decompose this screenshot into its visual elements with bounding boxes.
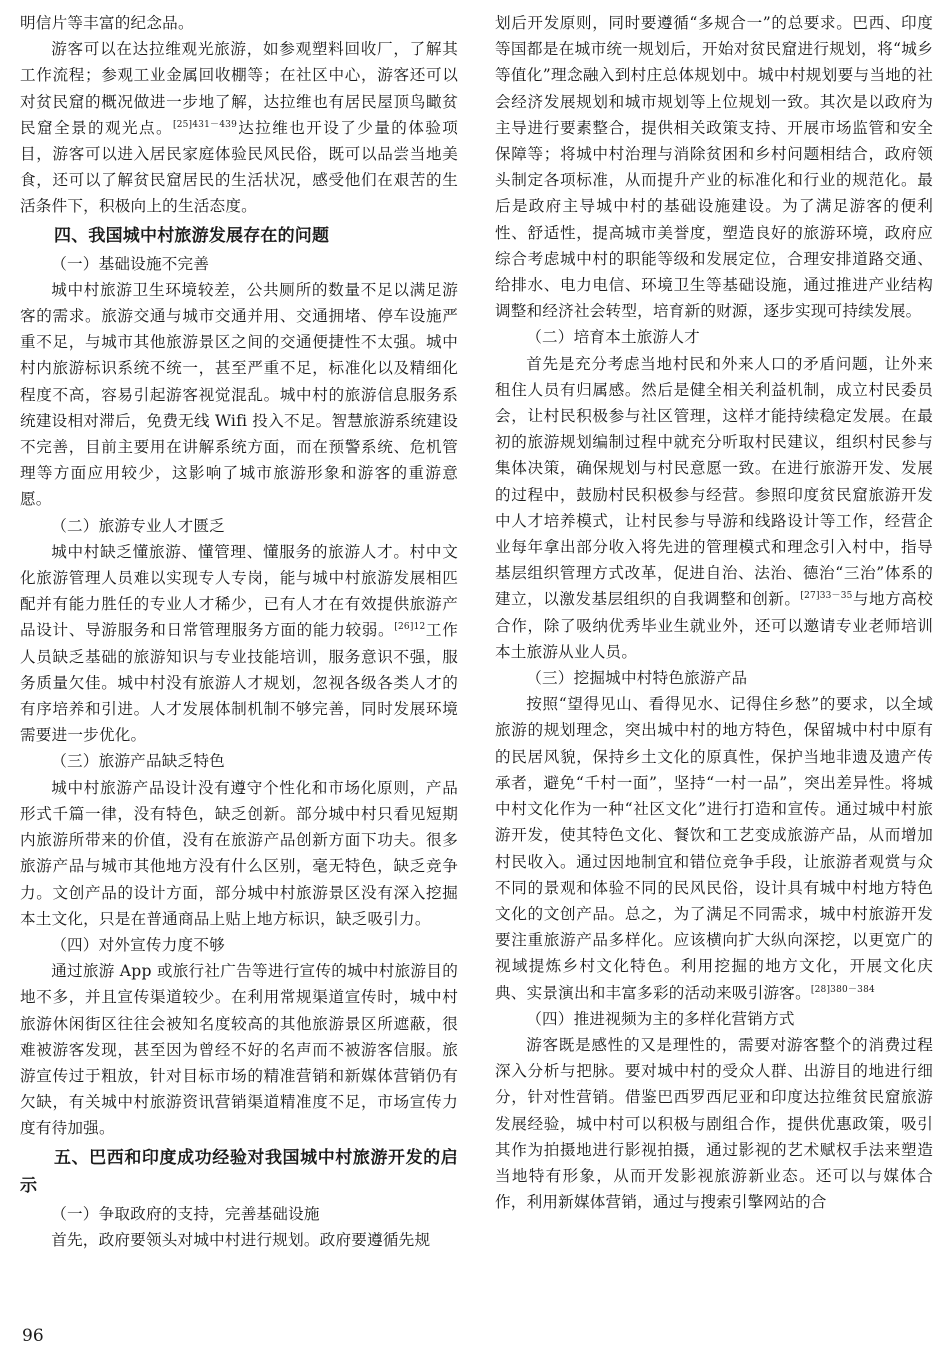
right-column — [495, 10, 933, 1215]
paragraph — [20, 539, 458, 749]
citation: [27]33－35 — [800, 591, 853, 602]
section-heading-five: 五、巴西和印度成功经验对我国城中村旅游开发的启示 — [20, 1147, 458, 1196]
section-heading-four: 四、我国城中村旅游发展存在的问题 — [54, 225, 330, 246]
subsection-heading: （一）基础设施不完善 — [51, 254, 210, 273]
paragraph-text: 达拉维也开设了少量的体验项目，游客可以进入居民家庭体验民风民俗，既可以品尝当地美食，还可以了解贫民窟居民的生活状况，感受他们在艰苦的生活条件下，积极向上的生活态度。 — [20, 118, 458, 216]
citation: [28]380－384 — [810, 984, 875, 995]
page-number: 96 — [22, 1326, 44, 1346]
paragraph-text: 城中村缺乏懂旅游、懂管理、懂服务的旅游人才。村中文化旅游管理人员难以实现专人专岗，能与城中村旅游发展相匹配并有能力胜任的专业人才稀少，已有人才在有效提供旅游产品设计、导游服务和日常管理服务方面的能力较弱。 — [20, 542, 458, 640]
paragraph-text: 工作人员缺乏基础的旅游知识与专业技能培训，服务意识不强，服务质量欠佳。城中村没有旅游人才规划，忽视各级各类人才的有序培养和引进。人才发展体制机制不够完善，同时发展环境需要进一步优化。 — [20, 621, 458, 745]
subsection-heading: （四）推进视频为主的多样化营销方式 — [526, 1009, 795, 1028]
paragraph-text: 按照“望得见山、看得见水、记得住乡愁”的要求，以全域旅游的规划理念，突出城中村的地方特色，保留城中村中原有的民居风貌，保持乡土文化的原真性，保护当地非遗及遗产传承者，避免“千村一面”，坚持“一村一品”，突出差异性。将城中村文化作为一种“社区文化”进行打造和宣传。通过城中村旅游开发，使其特色文化、餐饮和工艺变成旅游产品，从而增加村民收入。通过因地制宜和错位竞争手段，让旅游者观赏与众不同的景观和体验不同的民风民俗，设计具有城中村地方特色文化的文创产品。总之，为了满足不同需求，城中村旅游开发要注重旅游产品多样化。应该横向扩大纵向深挖，以更宽广的视域提炼乡村文化特色。利用挖掘的地方文化，开展文化庆典、实景演出和丰富多彩的活动来吸引游客。 — [495, 695, 933, 1002]
paragraph: 游客既是感性的又是理性的，需要对游客整个的消费过程深入分析与把脉。要对城中村的受众人群、出游目的地进行细分，针对性营销。借鉴巴西罗西尼亚和印度达拉维贫民窟旅游发展经验，城中村可以积极与剧组合作，提供优惠政策，吸引其作为拍摄地进行影视拍摄，通过影视的艺术赋权手法来塑造当地特有形象，从而开发影视旅游新业态。还可以与媒体合作，利用新媒体营销，通过与搜索引擎网站的合 — [495, 1035, 933, 1212]
paragraph: 通过旅游 App 或旅行社广告等进行宣传的城中村旅游目的地不多，并且宣传渠道较少。在利用常规渠道宣传时，城中村旅游休闲街区往往会被知名度较高的其他旅游景区所遮蔽，很难被游客发现，甚至因为曾经不好的名声而不被游客信服。旅游宣传过于粗放，针对目标市场的精准营销和新媒体营销仍有欠缺，有关城中村旅游资讯营销渠道精准度不足，市场宣传力度有待加强。 — [20, 962, 458, 1138]
subsection-heading: （三）旅游产品缺乏特色 — [51, 752, 225, 771]
subsection-heading: （一）争取政府的支持，完善基础设施 — [51, 1204, 320, 1223]
paragraph: 划后开发原则，同时要遵循“多规合一”的总要求。巴西、印度等国都是在城市统一规划后，开始对贫民窟进行规划，将“城乡等值化”理念融入到村庄总体规划中。城中村规划要与当地的社会经济发展规划和城市规划等上位规划一致。其次是以政府为主导进行要素整合，提供相关政策支持、开展市场监管和安全保障等；将城中村治理与消除贫困和乡村问题相结合，政府领头制定各项标准，从而提升产业的标准化和行业的规范化。最后是政府主导城中村的基础设施建设。为了满足游客的便利性、舒适性，提高城市美誉度，塑造良好的旅游环境，政府应综合考虑城中村的职能等级和发展定位，合理安排道路交通、给排水、电力电信、环境卫生等基础设施，通过推进产业结构调整和经济社会转型，培育新的财源，逐步实现可持续发展。 — [495, 14, 933, 321]
subsection-heading: （二）培育本土旅游人才 — [526, 328, 700, 347]
paragraph: 首先，政府要领头对城中村进行规划。政府要遵循先规 — [51, 1230, 431, 1249]
subsection-heading: （二）旅游专业人才匮乏 — [51, 516, 225, 535]
paragraph — [495, 691, 933, 1005]
paragraph: 明信片等丰富的纪念品。 — [20, 14, 194, 32]
paragraph — [20, 36, 458, 219]
paragraph: 城中村旅游产品设计没有遵守个性化和市场化原则，产品形式千篇一律，没有特色，缺乏创新。部分城中村只看见短期内旅游所带来的价值，没有在旅游产品创新方面下功夫。很多旅游产品与城市其他地方没有什么区别，毫无特色，缺乏竞争力。文创产品的设计方面，部分城中村旅游景区没有深入挖掘本土文化，只是在普通商品上贴上地方标识，缺乏吸引力。 — [20, 778, 458, 928]
paragraph: 城中村旅游卫生环境较差，公共厕所的数量不足以满足游客的需求。旅游交通与城市交通并用、交通拥堵、停车设施严重不足，与城市其他旅游景区之间的交通便捷性不太强。城中村内旅游标识系统不统一，甚至严重不足，标准化以及精细化程度不高，容易引起游客视觉混乱。城中村的旅游信息服务系统建设相对滞后，免费无线 Wifi 投入不足。智慧旅游系统建设不完善，目前主要用在讲解系统方面，而在预警系统、危机管理等方面应用较少，这影响了城市旅游形象和游客的重游意愿。 — [20, 280, 458, 509]
citation: [25]431－439 — [172, 119, 238, 130]
left-column — [20, 10, 458, 1253]
subsection-heading: （三）挖掘城中村特色旅游产品 — [526, 669, 748, 688]
paragraph-text: 与地方高校合作，除了吸纳优秀毕业生就业外，还可以邀请专业老师培训本土旅游从业人员。 — [495, 590, 933, 661]
paragraph-text: 游客可以在达拉维观光旅游，如参观塑料回收厂，了解其工作流程；参观工业金属回收棚等；在社区中心，游客还可以对贫民窟的概况做进一步地了解，达拉维也有居民屋顶鸟瞰贫民窟全景的观光点。 — [20, 40, 458, 137]
paragraph-text: 首先是充分考虑当地村民和外来人口的矛盾问题，让外来租住人员有归属感。然后是健全相关利益机制，成立村民委员会，让村民积极参与社区管理，这样才能持续稳定发展。在最初的旅游规划编制过程中就充分听取村民建议，组织村民参与集体决策，确保规划与村民意愿一致。在进行旅游开发、发展的过程中，鼓励村民积极参与经营。参照印度贫民窟旅游开发中人才培养模式，让村民参与导游和线路设计等工作，经营企业每年拿出部分收入将先进的管理模式和理念引入村中，指导基层组织管理方式改革，促进自治、法治、德治“三治”体系的建立，以激发基层组织的自我调整和创新。 — [495, 354, 933, 609]
subsection-heading: （四）对外宣传力度不够 — [51, 935, 225, 954]
citation: [26]12 — [394, 622, 426, 633]
paragraph — [495, 351, 933, 665]
